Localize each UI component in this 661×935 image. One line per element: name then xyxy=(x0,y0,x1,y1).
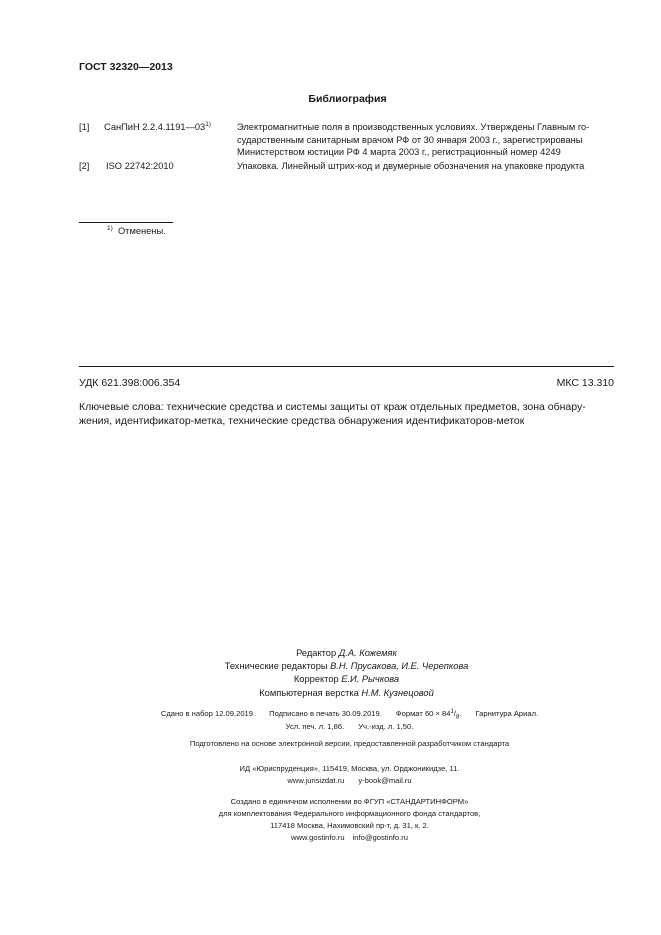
footnote-mark: 1) xyxy=(205,121,211,128)
footnote-separator xyxy=(79,222,173,223)
keywords-line: жения, идентификатор-метка, технические средства обнаружения идентификаторов-меток xyxy=(79,414,525,427)
keywords-line: Ключевые слова: технические средства и системы защиты от краж отдельных предметов, зона обнару- xyxy=(79,401,586,413)
printer-contacts xyxy=(0,832,661,844)
printer-address: 117418 Москва, Нахимовский пр-т, д. 31, к. 2. xyxy=(270,821,429,830)
imprint-publish-sheets: Уч.-изд. л. 1,50. xyxy=(358,722,414,731)
editorial-credits xyxy=(0,647,661,700)
mks-code: МКС 13.310 xyxy=(556,377,614,389)
prepared-note: Подготовлено на основе электронной версии, предоставленной разработчиком стандарта xyxy=(189,739,510,748)
entry-number: [1] xyxy=(79,122,90,132)
entry-line: Министерством юстиции РФ 4 марта 2003 г., регистрационный номер 4249 xyxy=(237,147,561,158)
entry-code: СанПиН 2.2.4.1191—03$^{1)}$ xyxy=(104,121,211,132)
footnote xyxy=(107,226,166,236)
entry-number: [2] xyxy=(79,161,90,171)
entry-line: сударственным санитарным врачом РФ от 30 января 2003 г., зарегистрированы xyxy=(237,134,583,145)
footnote-text: Отменены. xyxy=(117,226,166,236)
publisher-email: y-book@mail.ru xyxy=(358,776,412,785)
udk-code: УДК 621.398:006.354 xyxy=(79,377,181,389)
credit-editor: Редактор Д.А. Кожемяк xyxy=(296,648,397,658)
publisher-website: www.jurisizdat.ru xyxy=(287,776,345,785)
imprint-typeface: Гарнитура Ариал. xyxy=(475,709,539,718)
imprint-format: Формат $60 \times 84^1/_8$. xyxy=(395,709,462,721)
footnote-mark: 1) xyxy=(107,225,113,232)
printer-line: для комплектования Федерального информационного фонда стандартов, xyxy=(218,809,481,818)
printer-line: Создано в единичном исполнении во ФГУП «СТАНДАРТИНФОРМ» xyxy=(230,797,469,806)
imprint-signed-date: Подписано в печать 30.09.2019. xyxy=(269,709,382,718)
entry-code: ISO 22742:2010 xyxy=(106,161,174,171)
publisher-contacts xyxy=(0,775,661,787)
bibliography-title: Библиография xyxy=(308,93,387,105)
imprint-print-sheets: Усл. печ. л. 1,86. xyxy=(285,722,345,731)
print-sheets xyxy=(0,721,661,733)
document-header: ГОСТ 32320—2013 xyxy=(79,61,173,73)
keywords xyxy=(79,401,614,428)
entry-description: Упаковка. Линейный штрих-код и двумерные обозначения на упаковке продукта xyxy=(237,161,585,171)
entry-description xyxy=(237,121,614,159)
imprint-typeset-date: Сдано в набор 12.09.2019. xyxy=(160,709,256,718)
credit-tech-editors: Технические редакторы В.Н. Прусакова, И.Е. Черепкова xyxy=(224,661,469,672)
bibliography-entry xyxy=(79,160,614,173)
bibliography-entry xyxy=(79,121,614,159)
credit-layout: Компьютерная верстка Н.М. Кузнецовой xyxy=(259,687,434,698)
printer-website: www.gostinfo.ru xyxy=(290,833,345,842)
printer-email: info@gostinfo.ru xyxy=(352,833,409,842)
credit-corrector: Корректор Е.И. Рычкова xyxy=(293,674,400,685)
entry-line: Электромагнитные поля в производственных условиях. Утверждены Главным го- xyxy=(237,122,590,132)
publisher-address: ИД «Юриспруденция», 115419, Москва, ул. Орджоникидзе, 11. xyxy=(239,764,460,773)
section-rule xyxy=(79,366,614,367)
